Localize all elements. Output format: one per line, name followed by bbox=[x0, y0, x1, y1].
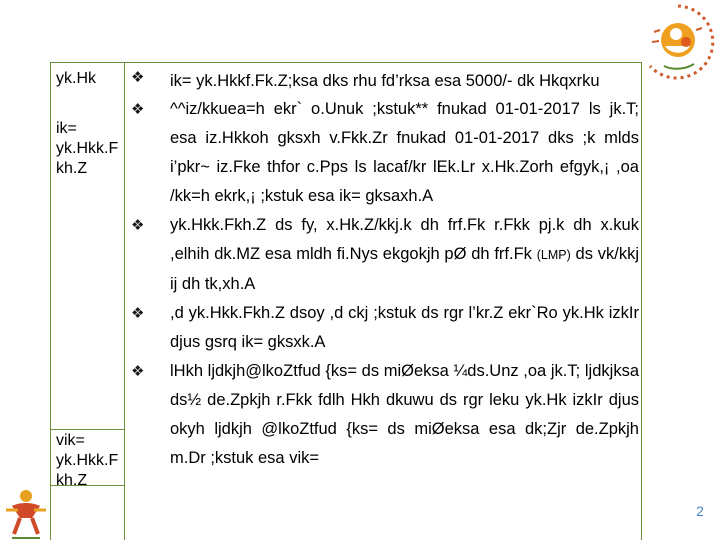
row-label-1: yk.Hk bbox=[56, 70, 96, 87]
bullet-item bbox=[129, 67, 639, 95]
bullet-item bbox=[129, 95, 639, 211]
bullet-list bbox=[129, 67, 639, 473]
content-table bbox=[50, 62, 642, 540]
bullet-text: lHkh ljdkjh@lkoZtfud {ks= ds miØeksa ¼ds.Unz ,oa jk.T; ljdkjksa ds½ de.Zpkjh r.Fkk fdlh Hkh dkuwu ds rgr leku yk.Hk izkIr djus okyh ljdkjh @lkoZtfud {ks= ds miØeksa esa dk;Zjr de.Zpkjh m.Dr ;kstuk esa vik= bbox=[170, 362, 639, 467]
diamond-bullet-icon: ❖ bbox=[131, 69, 145, 86]
diamond-bullet-icon: ❖ bbox=[131, 217, 145, 234]
bullet-text: ik= yk.Hkkf.Fk.Z;ksa dks rhu fd’rksa esa 5000/- dk Hkqxrku bbox=[170, 72, 600, 90]
bullet-text: yk.Hkk.Fkh.Z ds fy, x.Hk.Z/kkj.k dh frf.Fk r.Fkk pj.k dh x.kuk ,elhih dk.MZ esa mldh fi.Nys ekgokjh pØ dh frf.Fk bbox=[170, 216, 639, 263]
janani-logo-icon bbox=[638, 2, 718, 82]
page-number: 2 bbox=[696, 503, 704, 519]
diamond-bullet-icon: ❖ bbox=[131, 363, 145, 380]
row-divider bbox=[51, 429, 124, 430]
bullet-item bbox=[129, 357, 639, 473]
row-label-3: vik= yk.Hkk.F kh.Z bbox=[56, 432, 119, 489]
bullet-item bbox=[129, 211, 639, 299]
family-logo-icon bbox=[2, 488, 50, 540]
bullet-text: ds vk/kkj ij dh tk,xh.A bbox=[170, 245, 639, 293]
bullet-text: ^^iz/kkuea=h ekr` o.Unuk ;kstuk** fnukad 01-01-2017 ls jk.T; esa iz.Hkkoh gksxh v.Fkk.Zr fnukad 01-01-2017 dks ;k mlds i’pkr~ iz.Fke thfor c.Pps ls lacaf/kr lEk.Lr x.Hk.Zorh efgyk,¡ ,oa /kk=h ekrk,¡ ;kstuk esa ik= gksaxh.A bbox=[170, 100, 639, 205]
diamond-bullet-icon: ❖ bbox=[131, 101, 145, 118]
bullet-text: ,d yk.Hkk.Fkh.Z dsoy ,d ckj ;kstuk ds rgr l’kr.Z ekr`Ro yk.Hk izkIr djus gsrq ik= gksxk.A bbox=[170, 304, 639, 351]
bullet-item bbox=[129, 299, 639, 357]
bullet-abbreviation: (LMP) bbox=[536, 248, 571, 262]
diamond-bullet-icon: ❖ bbox=[131, 305, 145, 322]
row-label-2: ik= yk.Hkk.F kh.Z bbox=[56, 120, 119, 177]
